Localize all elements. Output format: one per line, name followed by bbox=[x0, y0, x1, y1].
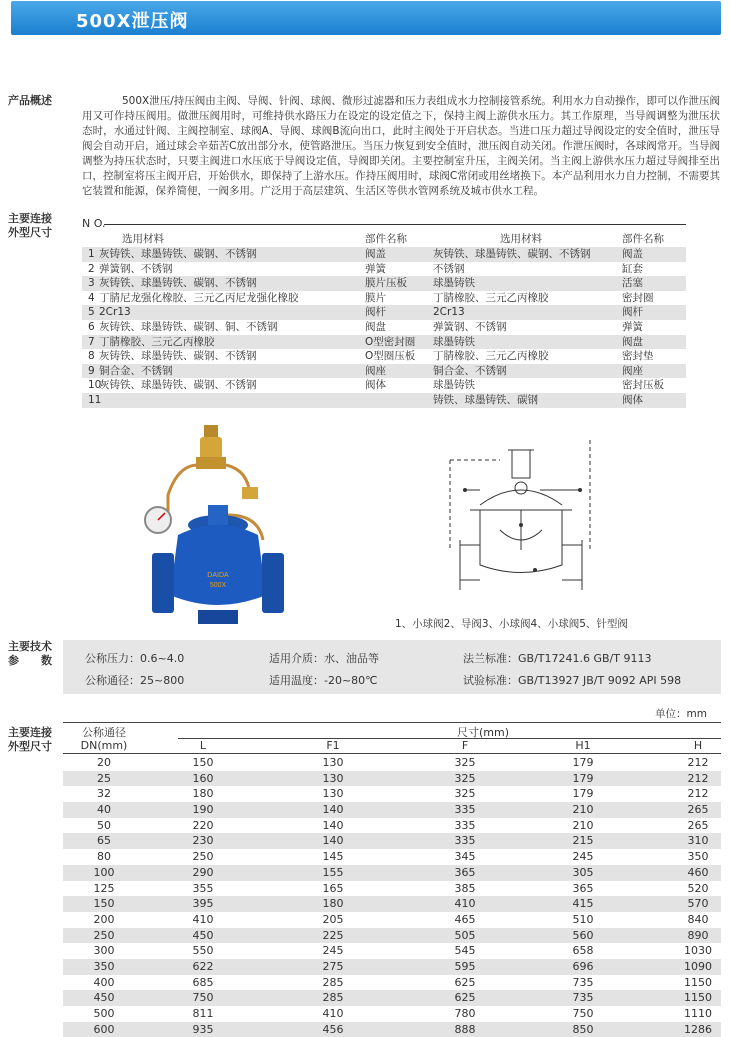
materials-cell: 阀杆 bbox=[365, 306, 386, 319]
header-bar bbox=[11, 1, 721, 35]
materials-row bbox=[82, 305, 686, 320]
materials-cell: 3 bbox=[88, 277, 95, 290]
param-nominal-diameter: 公称通径：25~800 bbox=[85, 674, 185, 687]
materials-cell: 弹簧钢、不锈钢 bbox=[99, 262, 173, 275]
dim-header-bottom-rule bbox=[63, 753, 721, 754]
materials-cell: 8 bbox=[88, 350, 95, 363]
page-title: 500X泄压阀 bbox=[76, 11, 189, 32]
dimensions-cell: 365 bbox=[454, 865, 476, 879]
dimensions-cell: 150 bbox=[192, 756, 214, 769]
materials-cell: 11 bbox=[88, 393, 102, 406]
dimensions-row bbox=[63, 786, 721, 802]
dimensions-cell: 180 bbox=[192, 787, 214, 801]
dimensions-cell: 179 bbox=[572, 756, 594, 769]
unit-label: 单位：mm bbox=[655, 708, 707, 720]
dimensions-cell: 345 bbox=[454, 850, 476, 864]
dimensions-cell: 215 bbox=[572, 834, 594, 848]
dimensions-cell: 735 bbox=[572, 991, 594, 1005]
dimensions-cell: 415 bbox=[572, 897, 594, 911]
dim-header-row-2 bbox=[63, 739, 721, 753]
materials-cell: 1 bbox=[88, 248, 95, 260]
materials-cell: 阀体 bbox=[622, 393, 643, 406]
param-test-standard: 试验标准：GB/T13927 JB/T 9092 API 598 bbox=[463, 674, 682, 687]
materials-cell: 膜片压板 bbox=[365, 277, 407, 290]
dimensions-cell: 179 bbox=[572, 787, 594, 801]
materials-header-part-b: 部件名称 bbox=[622, 233, 664, 245]
dimensions-cell: 80 bbox=[97, 850, 111, 864]
dimensions-cell: 1030 bbox=[684, 944, 712, 958]
dimensions-cell: 212 bbox=[687, 787, 709, 801]
dimensions-cell: 155 bbox=[322, 865, 344, 879]
dimensions-row bbox=[63, 1006, 721, 1022]
dimensions-cell: 685 bbox=[192, 975, 214, 989]
dimensions-cell: 735 bbox=[572, 975, 594, 989]
materials-row bbox=[82, 320, 686, 335]
materials-cell: 灰铸铁、球墨铸铁、碳钢、铜、不锈钢 bbox=[99, 320, 278, 333]
materials-table bbox=[82, 217, 686, 408]
materials-row bbox=[82, 262, 686, 277]
materials-cell: 阀盘 bbox=[622, 335, 643, 348]
materials-cell: 铜合金、不锈钢 bbox=[99, 364, 173, 377]
dimensions-cell: 210 bbox=[572, 803, 594, 817]
materials-rows bbox=[82, 247, 686, 408]
dimensions-cell: 456 bbox=[322, 1022, 344, 1036]
dimensions-cell: 100 bbox=[93, 865, 115, 879]
dimensions-cell: 600 bbox=[93, 1022, 115, 1036]
dimensions-cell: 335 bbox=[454, 834, 476, 848]
materials-cell: 6 bbox=[88, 320, 95, 333]
dimensions-row bbox=[63, 928, 721, 944]
materials-cell: 球墨铸铁 bbox=[433, 277, 475, 290]
dimensions-cell: 658 bbox=[572, 944, 594, 958]
valve-plate-text-1: DAIDA bbox=[207, 572, 229, 579]
materials-cell: 弹簧 bbox=[622, 320, 643, 333]
dim-header-size: 尺寸(mm) bbox=[456, 726, 509, 739]
dimensions-cell: 325 bbox=[454, 771, 476, 785]
dimensions-cell: 210 bbox=[572, 818, 594, 832]
dimensions-cell: 265 bbox=[687, 803, 709, 817]
materials-cell: 4 bbox=[88, 291, 95, 304]
overview-text bbox=[82, 94, 720, 199]
dimensions-cell: 130 bbox=[322, 756, 344, 769]
dimensions-cell: 130 bbox=[322, 771, 344, 785]
dimensions-cell: 365 bbox=[572, 881, 594, 895]
dimensions-cell: 520 bbox=[687, 881, 709, 895]
dimensions-cell: 890 bbox=[687, 928, 709, 942]
materials-cell: 阀盖 bbox=[622, 248, 643, 260]
dimensions-row bbox=[63, 990, 721, 1006]
dimensions-cell: 160 bbox=[192, 771, 214, 785]
dimensions-label-line1: 主要连接 bbox=[8, 726, 52, 739]
materials-header-part-a: 部件名称 bbox=[365, 233, 407, 245]
dimensions-cell: 355 bbox=[192, 881, 214, 895]
dim-header-dn-1: 公称通径 bbox=[82, 726, 126, 739]
dimensions-row bbox=[63, 959, 721, 975]
dimensions-row bbox=[63, 865, 721, 881]
dimensions-cell: 25 bbox=[97, 771, 111, 785]
materials-cell: 灰铸铁、球墨铸铁、碳钢、不锈钢 bbox=[99, 277, 257, 290]
dim-col-L: L bbox=[199, 739, 207, 752]
dimensions-table bbox=[63, 722, 721, 1037]
materials-cell: 球墨铸铁 bbox=[433, 379, 475, 392]
dimensions-cell: 212 bbox=[687, 771, 709, 785]
dimensions-cell: 1286 bbox=[684, 1022, 712, 1036]
dimensions-cell: 550 bbox=[192, 944, 214, 958]
dimensions-cell: 250 bbox=[93, 928, 115, 942]
dimensions-row bbox=[63, 802, 721, 818]
materials-label bbox=[8, 212, 52, 240]
params-label-line1: 主要技术 bbox=[8, 640, 52, 653]
dimensions-cell: 410 bbox=[192, 912, 214, 926]
dimensions-row bbox=[63, 849, 721, 865]
dimensions-cell: 230 bbox=[192, 834, 214, 848]
dimensions-cell: 410 bbox=[454, 897, 476, 911]
materials-cell: 阀体 bbox=[365, 379, 386, 392]
dimensions-row bbox=[63, 771, 721, 787]
materials-row bbox=[82, 335, 686, 350]
dimensions-cell: 300 bbox=[93, 944, 115, 958]
dimensions-cell: 840 bbox=[687, 912, 709, 926]
dim-col-H: H bbox=[693, 739, 703, 752]
dimensions-cell: 545 bbox=[454, 944, 476, 958]
dimensions-cell: 285 bbox=[322, 975, 344, 989]
dimensions-cell: 310 bbox=[687, 834, 709, 848]
materials-cell: 不锈钢 bbox=[433, 262, 465, 275]
dimensions-cell: 225 bbox=[322, 928, 344, 942]
dimensions-cell: 150 bbox=[93, 897, 115, 911]
dimensions-cell: 40 bbox=[97, 803, 111, 817]
materials-row bbox=[82, 378, 686, 393]
dimensions-cell: 305 bbox=[572, 865, 594, 879]
materials-cell: 2 bbox=[88, 262, 95, 275]
materials-cell: 阀座 bbox=[622, 364, 643, 377]
materials-label-line1: 主要连接 bbox=[8, 212, 52, 225]
dimensions-cell: 850 bbox=[572, 1022, 594, 1036]
materials-cell: 2Cr13 bbox=[99, 306, 131, 319]
dim-col-H1: H1 bbox=[575, 739, 591, 752]
materials-cell: 活塞 bbox=[622, 277, 643, 290]
dimensions-cell: 750 bbox=[572, 1007, 594, 1020]
materials-row bbox=[82, 247, 686, 262]
valve-product-illustration bbox=[138, 425, 298, 635]
dim-top-rule bbox=[63, 722, 721, 723]
dimensions-cell: 140 bbox=[322, 834, 344, 848]
dimensions-cell: 200 bbox=[93, 912, 115, 926]
materials-cell: 灰铸铁、球墨铸铁、碳钢、不锈钢 bbox=[99, 248, 257, 260]
dimensions-cell: 220 bbox=[192, 818, 214, 832]
dimensions-cell: 250 bbox=[192, 850, 214, 864]
dimensions-cell: 1110 bbox=[684, 1007, 712, 1020]
materials-cell: 密封圈 bbox=[622, 291, 654, 304]
materials-cell: 2Cr13 bbox=[433, 306, 465, 319]
dim-col-F1: F1 bbox=[326, 739, 340, 752]
materials-cell: 球墨铸铁 bbox=[433, 335, 475, 348]
params-panel bbox=[63, 640, 721, 694]
dimensions-cell: 1090 bbox=[684, 959, 712, 973]
materials-cell: 灰铸铁、球墨铸铁、碳钢、不锈钢 bbox=[99, 350, 257, 363]
materials-cell: 阀杆 bbox=[622, 306, 643, 319]
materials-cell: 阀座 bbox=[365, 364, 386, 377]
materials-cell: 10 bbox=[88, 379, 102, 392]
dimensions-cell: 560 bbox=[572, 928, 594, 942]
dimensions-label-line2: 外型尺寸 bbox=[8, 740, 52, 753]
materials-cell: 7 bbox=[88, 335, 95, 348]
valve-plate-text-2: 500X bbox=[209, 582, 227, 589]
dimensions-cell: 179 bbox=[572, 771, 594, 785]
dimensions-row bbox=[63, 818, 721, 834]
dimensions-cell: 190 bbox=[192, 803, 214, 817]
materials-row bbox=[82, 349, 686, 364]
param-flange-standard: 法兰标准：GB/T17241.6 GB/T 9113 bbox=[463, 652, 652, 665]
dimensions-cell: 625 bbox=[454, 991, 476, 1005]
dim-header-dn-2: DN(mm) bbox=[80, 739, 128, 752]
dimensions-cell: 50 bbox=[97, 818, 111, 832]
dimensions-cell: 145 bbox=[322, 850, 344, 864]
dimensions-rows bbox=[63, 755, 721, 1037]
dimensions-cell: 450 bbox=[93, 991, 115, 1005]
dimensions-cell: 180 bbox=[322, 897, 344, 911]
materials-cell: 阀盖 bbox=[365, 248, 386, 260]
dim-header-row-1 bbox=[63, 724, 721, 738]
dimensions-cell: 290 bbox=[192, 865, 214, 879]
materials-cell: 铸铁、球墨铸铁、碳钢 bbox=[433, 393, 538, 406]
dimensions-cell: 265 bbox=[687, 818, 709, 832]
materials-cell: O型密封圈 bbox=[365, 335, 416, 348]
overview-paragraph: 500X泄压/持压阀由主阀、导阀、针阀、球阀、微形过滤器和压力表组成水力控制接管系统。利用水力自动操作，即可以作泄压阀用又可作持压阀用。做泄压阀用时，可维持供水路压力在设定的设定值之下，保持主阀上游供水压力。其工作原理，当导阀调整为泄压状态时，水通过针阀、主阀控制室、球阀A、导阀、球阀B流向出口，此时主阀处于开启状态。当进口压力超过导阀设定的安全值时，泄压导阀会自动开启，通过球会辛茹苦C放出部分水，使管路泄压。当压力恢复到安全值时，泄压阀自动关闭。作泄压阀时，各球阀常开。当导阀调整为持压状态时，只要主阀进口水压底于导阀设定值，导阀即关闭。主要控制室升压，主阀关闭。当主阀上游供水压力超过导阀排至出口，控制室将压主阀开启，开始供水，即保持了上游水压。作持压阀用时，球阀C常闭或用丝堵换下。本产品利用水力自力控制，不需要其它装置和能源，保养简便，一阀多用。广泛用于高层建筑、生活区等供水管网系统及城市供水工程。 bbox=[82, 95, 720, 197]
materials-cell: 铜合金、不锈钢 bbox=[433, 364, 507, 377]
materials-cell: 灰铸铁、球墨铸铁、碳钢、不锈钢 bbox=[99, 379, 257, 392]
dimensions-cell: 335 bbox=[454, 818, 476, 832]
dimensions-cell: 65 bbox=[97, 834, 111, 848]
dimensions-cell: 510 bbox=[572, 912, 594, 926]
materials-cell: 9 bbox=[88, 364, 95, 377]
dimensions-cell: 570 bbox=[687, 897, 709, 911]
dimensions-row bbox=[63, 912, 721, 928]
overview-label: 产品概述 bbox=[8, 94, 52, 107]
param-medium: 适用介质：水、油品等 bbox=[269, 652, 379, 665]
dimensions-row bbox=[63, 975, 721, 991]
dimensions-cell: 205 bbox=[322, 912, 344, 926]
dimensions-cell: 935 bbox=[192, 1022, 214, 1036]
dimensions-row bbox=[63, 943, 721, 959]
dimensions-cell: 130 bbox=[322, 787, 344, 801]
materials-label-line2: 外型尺寸 bbox=[8, 226, 52, 239]
dimensions-cell: 500 bbox=[93, 1007, 115, 1020]
dimensions-cell: 325 bbox=[454, 787, 476, 801]
dimensions-cell: 811 bbox=[192, 1007, 214, 1020]
dimensions-cell: 350 bbox=[93, 959, 115, 973]
param-nominal-pressure: 公称压力：0.6~4.0 bbox=[85, 652, 185, 665]
dimensions-row bbox=[63, 1022, 721, 1037]
dimensions-cell: 285 bbox=[322, 991, 344, 1005]
params-label bbox=[8, 640, 52, 668]
dimensions-cell: 625 bbox=[454, 975, 476, 989]
param-temperature: 适用温度：-20~80℃ bbox=[269, 674, 378, 687]
materials-cell: 密封垫 bbox=[622, 350, 654, 363]
materials-header-material-a: 选用材料 bbox=[122, 233, 164, 245]
valve-schematic-diagram bbox=[440, 430, 610, 605]
materials-cell: 灰铸铁、球墨铸铁、碳钢、不锈钢 bbox=[433, 248, 591, 260]
materials-no-label: N O. bbox=[82, 217, 106, 230]
dimensions-cell: 335 bbox=[454, 803, 476, 817]
materials-cell: 5 bbox=[88, 306, 95, 319]
materials-row bbox=[82, 276, 686, 291]
materials-row bbox=[82, 364, 686, 379]
dimensions-cell: 595 bbox=[454, 959, 476, 973]
materials-header-material-b: 选用材料 bbox=[500, 233, 542, 245]
dim-col-F: F bbox=[461, 739, 469, 752]
materials-cell: 丁腈橡胶、三元乙丙橡胶 bbox=[433, 350, 549, 363]
dimensions-cell: 165 bbox=[322, 881, 344, 895]
materials-no-row bbox=[82, 217, 686, 231]
dimensions-cell: 140 bbox=[322, 803, 344, 817]
dimensions-cell: 450 bbox=[192, 928, 214, 942]
materials-row bbox=[82, 393, 686, 408]
dimensions-cell: 245 bbox=[322, 944, 344, 958]
dimensions-cell: 20 bbox=[97, 756, 111, 769]
figure-caption: 1、小球阀2、导阀3、小球阀4、小球阀5、针型阀 bbox=[395, 618, 628, 630]
dimensions-cell: 140 bbox=[322, 818, 344, 832]
dimensions-cell: 245 bbox=[572, 850, 594, 864]
dimensions-cell: 1150 bbox=[684, 991, 712, 1005]
dimensions-cell: 460 bbox=[687, 865, 709, 879]
dimensions-cell: 325 bbox=[454, 756, 476, 769]
materials-cell: 弹簧钢、不锈钢 bbox=[433, 320, 507, 333]
dimensions-cell: 275 bbox=[322, 959, 344, 973]
dimensions-cell: 395 bbox=[192, 897, 214, 911]
dimensions-row bbox=[63, 833, 721, 849]
materials-cell: 丁腈橡胶、三元乙丙橡胶 bbox=[99, 335, 215, 348]
materials-row bbox=[82, 291, 686, 306]
materials-cell: 弹簧 bbox=[365, 262, 386, 275]
dimensions-cell: 622 bbox=[192, 959, 214, 973]
materials-cell: 膜片 bbox=[365, 291, 386, 304]
dimensions-cell: 212 bbox=[687, 756, 709, 769]
dimensions-cell: 1150 bbox=[684, 975, 712, 989]
materials-no-rule bbox=[104, 224, 686, 225]
dimensions-label bbox=[8, 726, 52, 754]
dimensions-cell: 465 bbox=[454, 912, 476, 926]
materials-cell: 缸套 bbox=[622, 262, 643, 275]
dimensions-cell: 350 bbox=[687, 850, 709, 864]
dimensions-cell: 780 bbox=[454, 1007, 476, 1020]
dimensions-cell: 696 bbox=[572, 959, 594, 973]
dimensions-cell: 888 bbox=[454, 1022, 476, 1036]
dimensions-cell: 505 bbox=[454, 928, 476, 942]
materials-cell: O型圈压板 bbox=[365, 350, 416, 363]
params-label-line2: 参 数 bbox=[8, 654, 52, 667]
dimensions-cell: 385 bbox=[454, 881, 476, 895]
materials-header bbox=[82, 231, 686, 247]
materials-cell: 丁腈橡胶、三元乙丙橡胶 bbox=[433, 291, 549, 304]
dimensions-cell: 400 bbox=[93, 975, 115, 989]
dimensions-cell: 410 bbox=[322, 1007, 344, 1020]
dimensions-row bbox=[63, 755, 721, 771]
materials-cell: 丁腈尼龙强化橡胶、三元乙丙尼龙强化橡胶 bbox=[99, 291, 299, 304]
materials-cell: 密封压板 bbox=[622, 379, 664, 392]
dimensions-row bbox=[63, 896, 721, 912]
dimensions-row bbox=[63, 881, 721, 897]
dimensions-cell: 750 bbox=[192, 991, 214, 1005]
dimensions-cell: 32 bbox=[97, 787, 111, 801]
dimensions-cell: 125 bbox=[93, 881, 115, 895]
materials-cell: 阀盘 bbox=[365, 320, 386, 333]
